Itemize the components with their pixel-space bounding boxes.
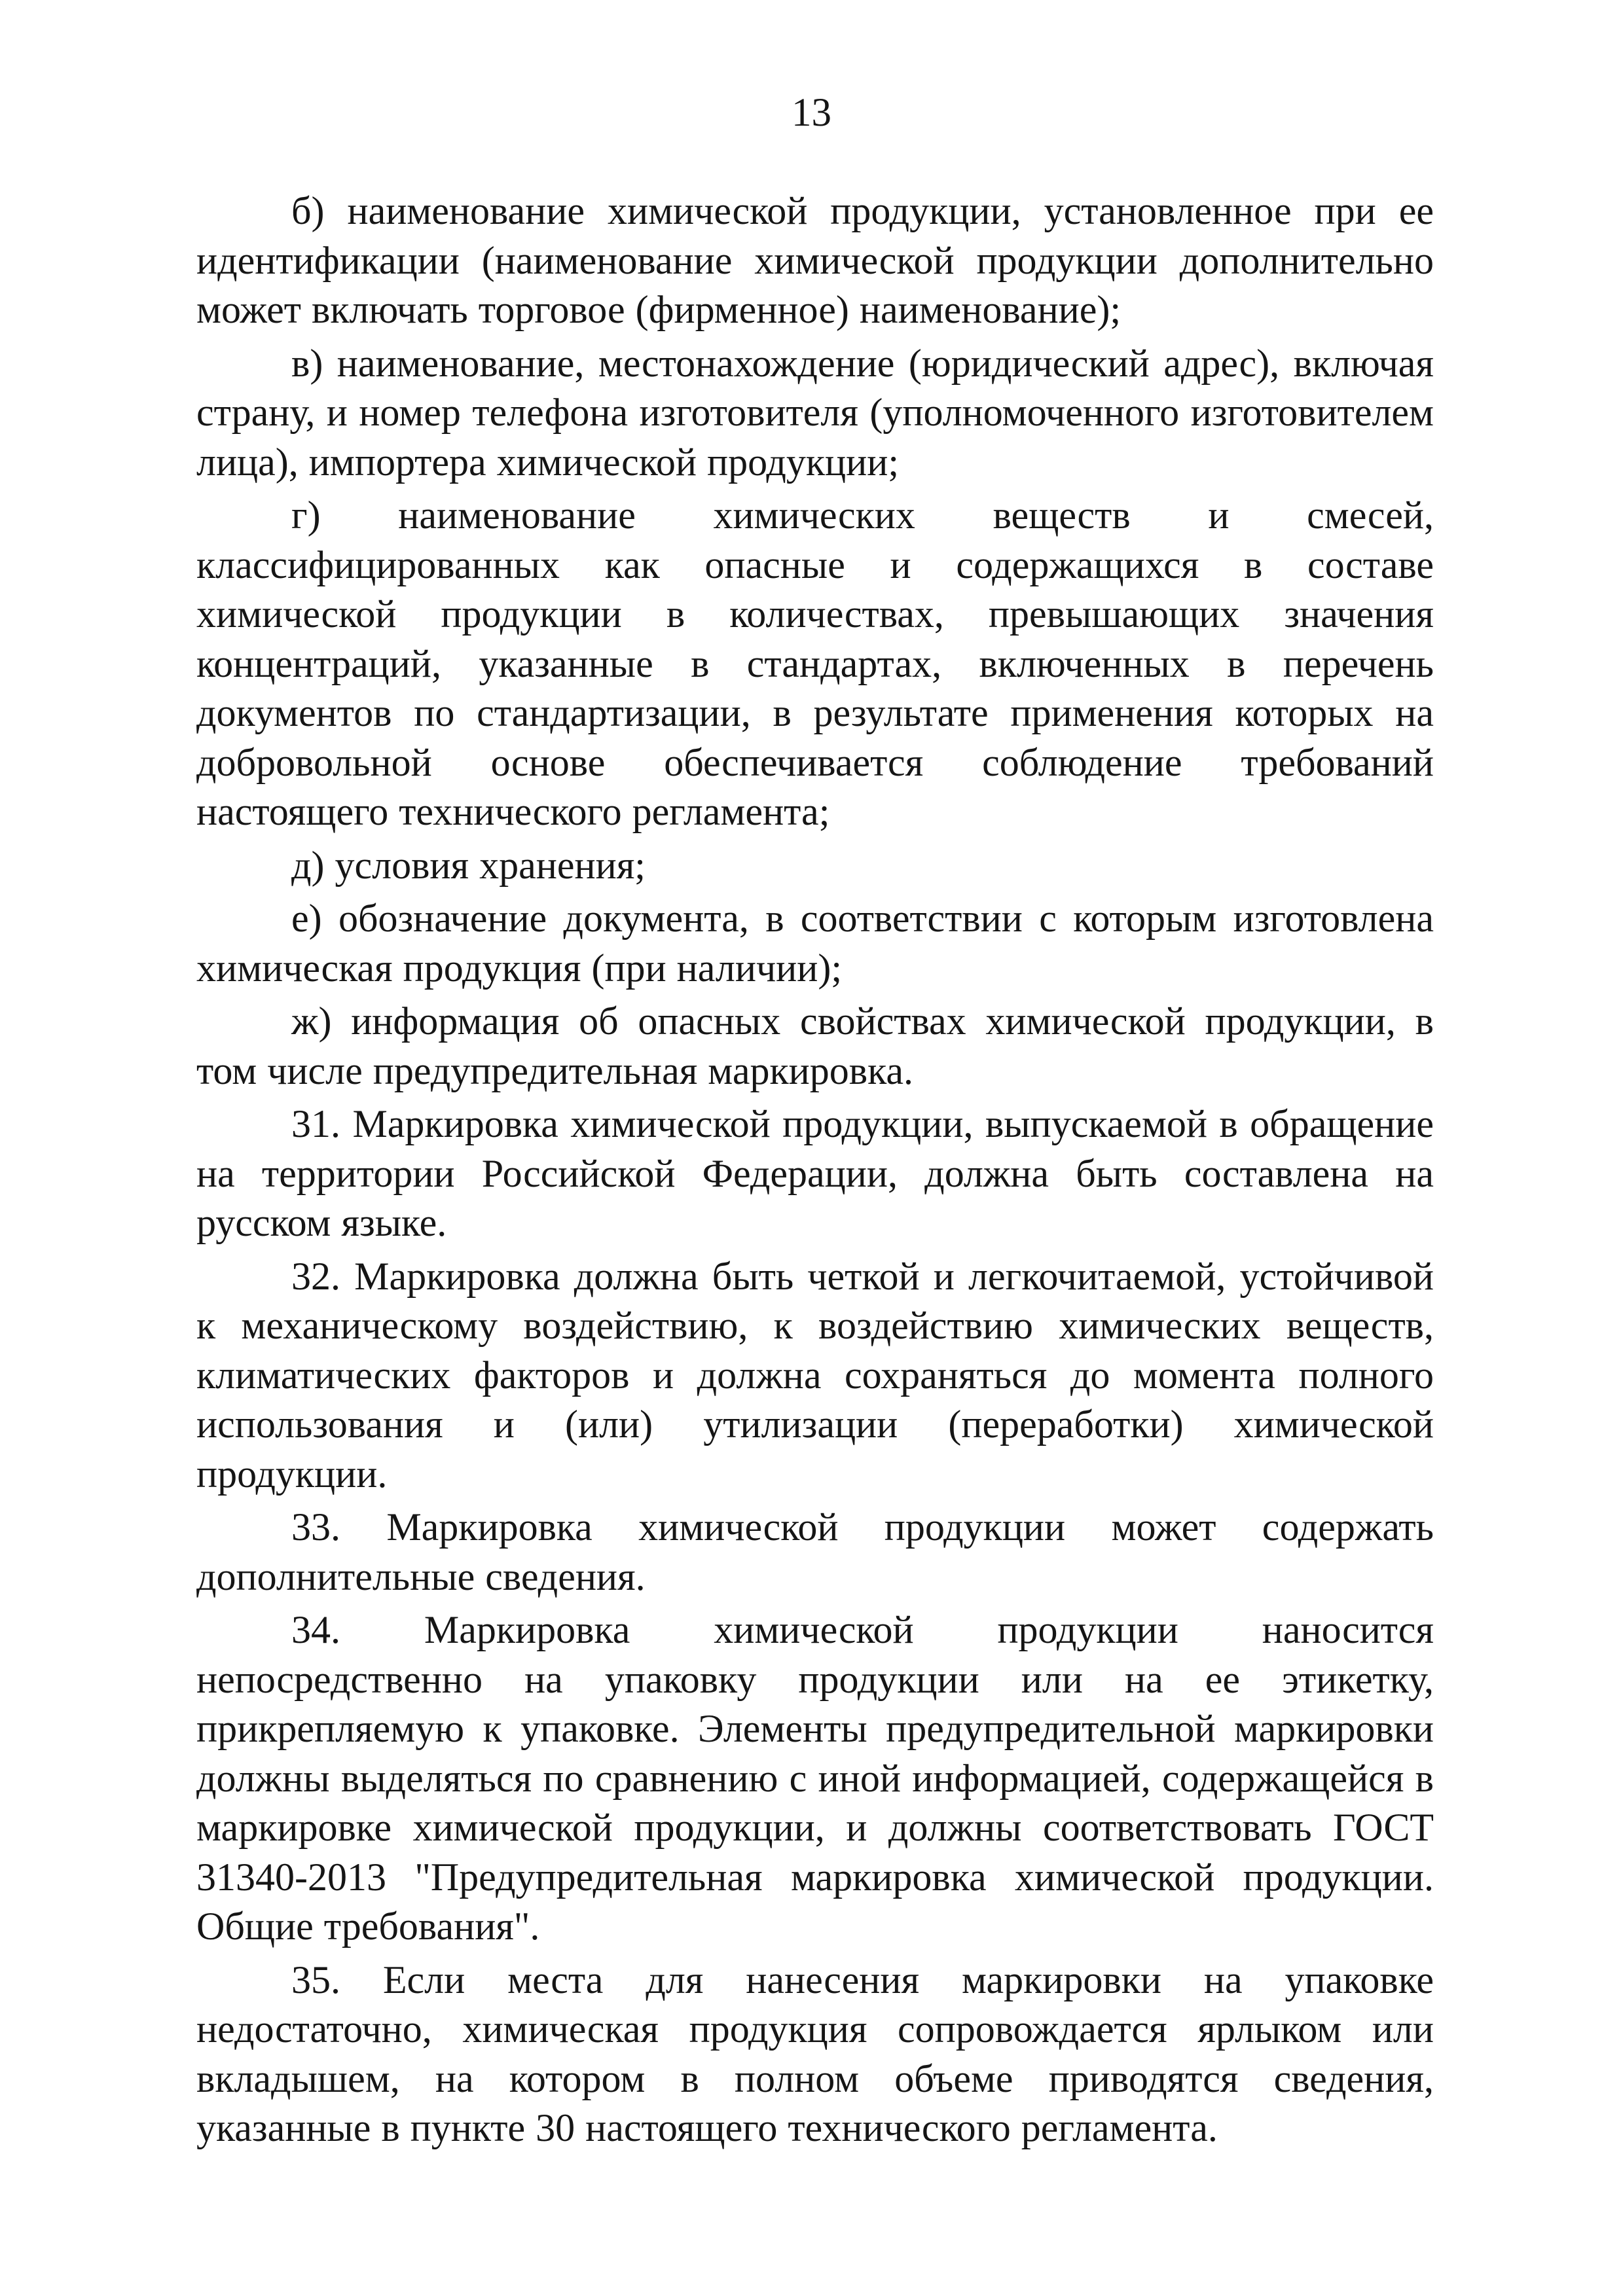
- paragraph-item-v: в) наименование, местонахождение (юридический адрес), включая страну, и номер телефона изготовителя (уполномоченного изготовителем лица), импортера химической продукции;: [196, 341, 1434, 484]
- paragraph-item-b: б) наименование химической продукции, установленное при ее идентификации (наименование химической продукции дополнительно может включать торговое (фирменное) наименование);: [196, 189, 1434, 331]
- paragraph-clause-33: 33. Маркировка химической продукции может содержать дополнительные сведения.: [196, 1505, 1434, 1598]
- document-body: [196, 187, 1434, 2153]
- page-number: 13: [792, 91, 831, 135]
- paragraph-item-d: д) условия хранения;: [291, 843, 646, 887]
- paragraph-clause-34: 34. Маркировка химической продукции наносится непосредственно на упаковку продукции или на ее этикетку, прикрепляемую к упаковке. Элементы предупредительной маркировки должны выделяться по сравнению с иной информацией, содержащейся в маркировке химической продукции, и должны соответствовать ГОСТ 31340-2013 "Предупредительная маркировка химической продукции. Общие требования".: [196, 1608, 1434, 1948]
- paragraph-item-g: г) наименование химических веществ и смесей, классифицированных как опасные и содержащихся в составе химической продукции в количествах, превышающих значения концентраций, указанные в стандартах, включенных в перечень документов по стандартизации, в результате применения которых на добровольной основе обеспечивается соблюдение требований настоящего технического регламента;: [196, 493, 1434, 833]
- paragraph-item-e: е) обозначение документа, в соответствии с которым изготовлена химическая продукция (при наличии);: [196, 897, 1434, 990]
- paragraph-clause-32: 32. Маркировка должна быть четкой и легкочитаемой, устойчивой к механическому воздействию, к воздействию химических веществ, климатических факторов и должна сохраняться до момента полного использования и (или) утилизации (переработки) химической продукции.: [196, 1254, 1434, 1496]
- paragraph-item-zh: ж) информация об опасных свойствах химической продукции, в том числе предупредительная маркировка.: [196, 999, 1434, 1092]
- paragraph-clause-35: 35. Если места для нанесения маркировки на упаковке недостаточно, химическая продукция сопровождается ярлыком или вкладышем, на котором в полном объеме приводятся сведения, указанные в пункте 30 настоящего технического регламента.: [196, 1958, 1434, 2149]
- paragraph-clause-31: 31. Маркировка химической продукции, выпускаемой в обращение на территории Российской Федерации, должна быть составлена на русском языке.: [196, 1102, 1434, 1244]
